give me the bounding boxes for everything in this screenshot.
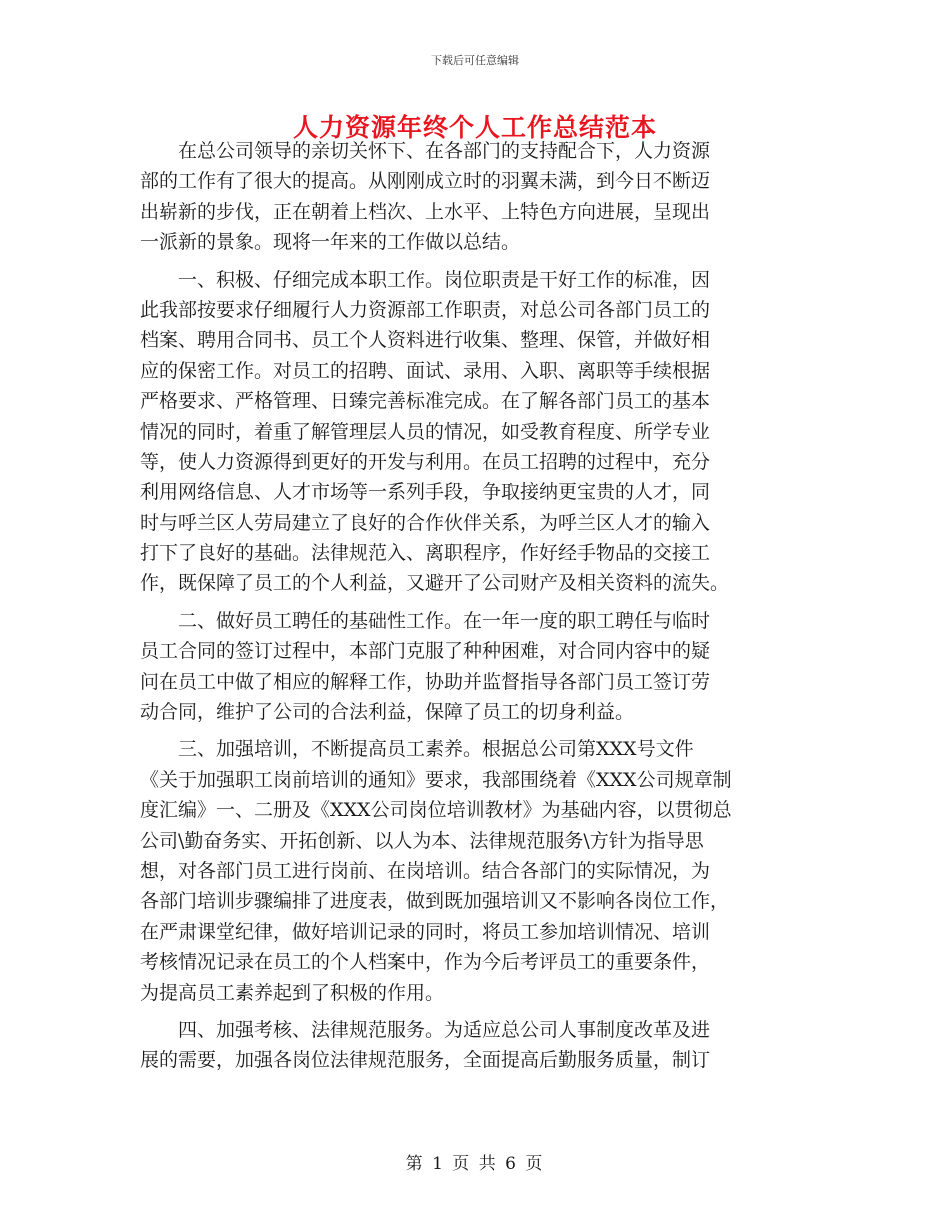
text-line: 在总公司领导的亲切关怀下、在各部门的支持配合下，人力资源 [140,140,711,162]
text-line: 《关于加强职工岗前培训的通知》要求，我部围绕着《XXX公司规章制 [140,768,732,791]
text-line: 员工合同的签订过程中，本部门克服了种种困难，对合同内容中的疑 [140,640,711,663]
text-line: 问在员工中做了相应的解释工作，协助并监督指导各部门员工签订劳 [140,670,711,693]
text-line: 三、加强培训，不断提高员工素养。根据总公司第XXX号文件 [140,738,694,761]
text-line: 情况的同时，着重了解管理层人员的情况，如受教育程度、所学专业 [140,420,711,443]
text-line: 四、加强考核、法律规范服务。为适应总公司人事制度改革及进 [140,1018,711,1041]
text-line: 严格要求、严格管理、日臻完善标准完成。在了解各部门员工的基本 [140,390,711,413]
text-line: 公司\勤奋务实、开拓创新、以人为本、法律规范服务\方针为指导思 [140,829,704,852]
paragraph [140,265,808,599]
paragraph [140,606,808,728]
text-line: 二、做好员工聘任的基础性工作。在一年一度的职工聘任与临时 [140,609,711,632]
text-line: 动合同，维护了公司的合法利益，保障了员工的切身利益。 [140,701,635,724]
text-line: 度汇编》一、二册及《XXX公司岗位培训教材》为基础内容，以贯彻总 [140,799,732,822]
page-header: 下载后可任意编辑 [431,54,519,67]
page-number: 第 1 页 共 6 页 [405,1154,545,1174]
text-line: 展的需要，加强各岗位法律规范服务，全面提高后勤服务质量，制订 [140,1049,711,1072]
document-title: 人力资源年终个人工作总结范本 [292,113,657,142]
text-line: 作，既保障了员工的个人利益，又避开了公司财产及相关资料的流失。 [140,572,730,595]
text-line: 档案、聘用合同书、员工个人资料进行收集、整理、保管，并做好相 [140,329,711,352]
text-line: 此我部按要求仔细履行人力资源部工作职责，对总公司各部门员工的 [140,298,711,321]
text-line: 利用网络信息、人才市场等一系列手段，争取接纳更宝贵的人才，同 [140,481,711,504]
document-body [140,136,808,1076]
text-line: 考核情况记录在员工的个人档案中，作为今后考评员工的重要条件， [140,951,711,974]
text-line: 打下了良好的基础。法律规范入、离职程序，作好经手物品的交接工 [140,542,711,565]
text-line: 为提高员工素养起到了积极的作用。 [140,981,445,1004]
text-line: 等，使人力资源得到更好的开发与利用。在员工招聘的过程中，充分 [140,450,711,473]
text-line: 各部门培训步骤编排了进度表，做到既加强培训又不影响各岗位工作， [140,890,730,913]
text-line: 想，对各部门员工进行岗前、在岗培训。结合各部门的实际情况，为 [140,859,711,882]
text-line: 在严肃课堂纪律，做好培训记录的同时，将员工参加培训情况、培训 [140,920,711,943]
text-line: 部的工作有了很大的提高。从刚刚成立时的羽翼未满，到今日不断迈 [140,170,711,193]
paragraph [140,734,808,1008]
text-line: 时与呼兰区人劳局建立了良好的合作伙伴关系，为呼兰区人才的输入 [140,511,711,534]
text-line: 应的保密工作。对员工的招聘、面试、录用、入职、离职等手续根据 [140,359,711,382]
paragraph [140,1015,808,1076]
text-line: 一、积极、仔细完成本职工作。岗位职责是干好工作的标准，因 [140,268,711,291]
text-line: 一派新的景象。现将一年来的工作做以总结。 [140,231,521,254]
text-line: 出崭新的步伐，正在朝着上档次、上水平、上特色方向进展，呈现出 [140,200,711,223]
paragraph [140,136,808,258]
